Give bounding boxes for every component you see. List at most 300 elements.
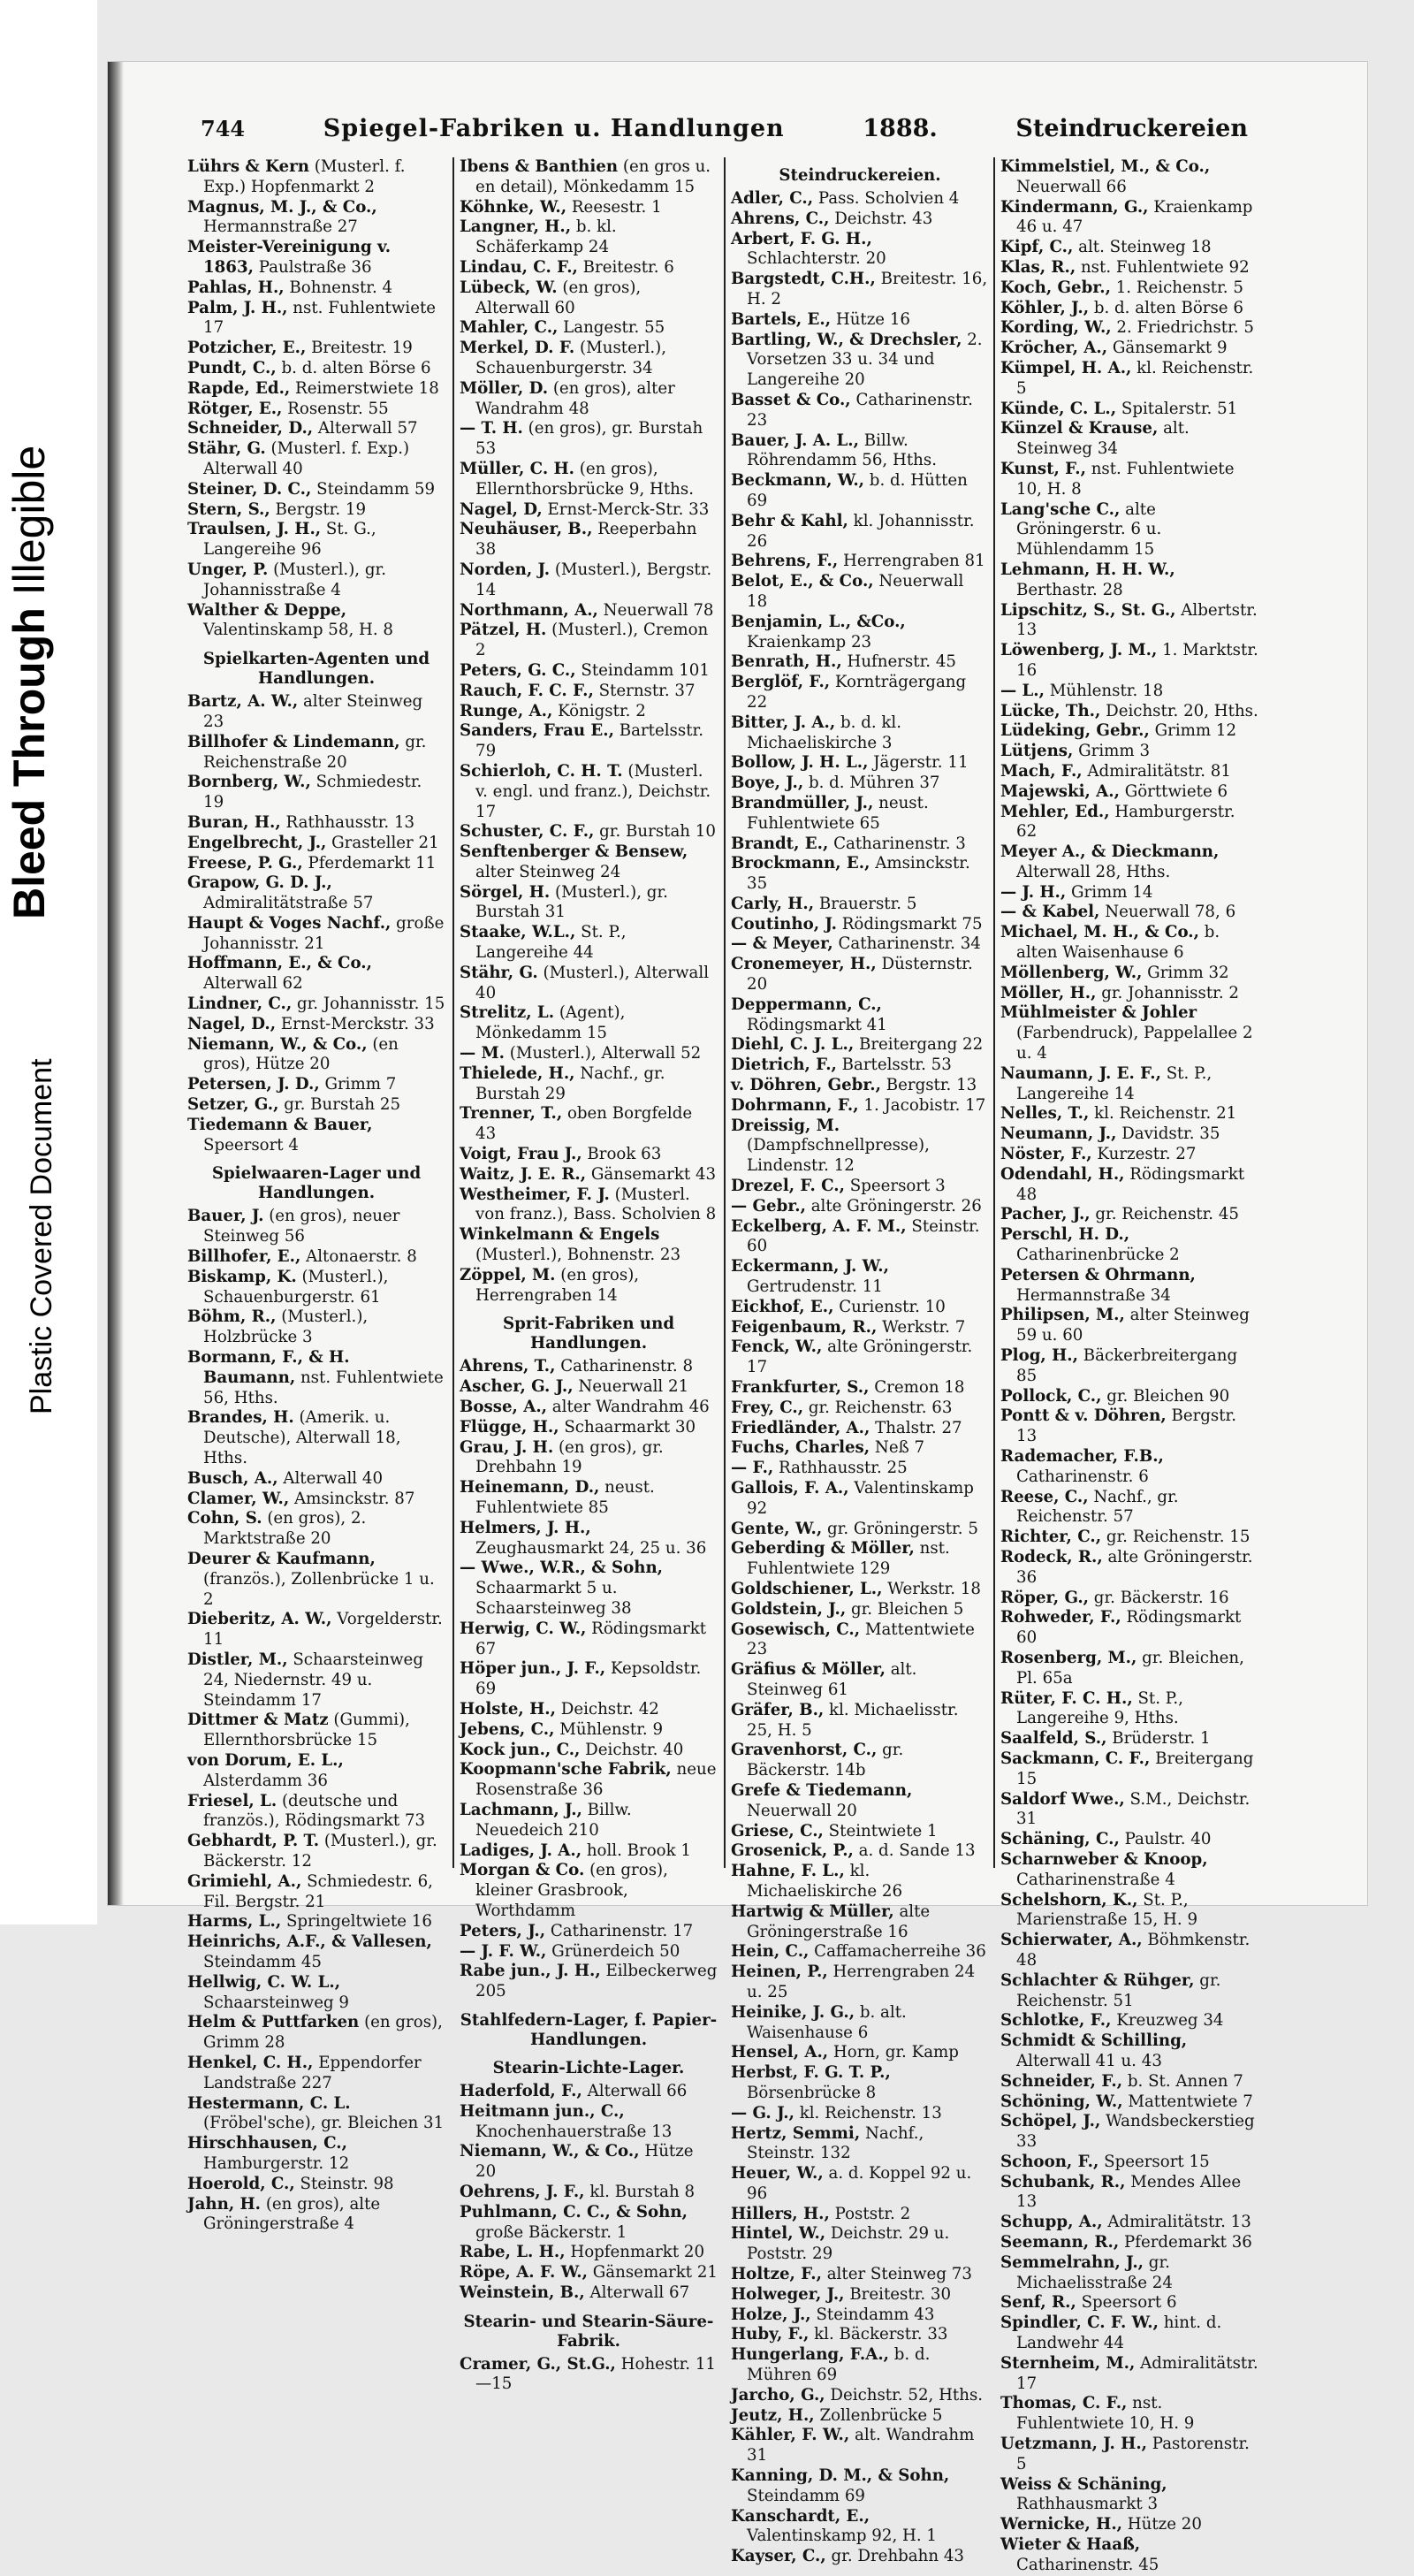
entry-name: Seemann, R., <box>1000 2233 1120 2252</box>
entry-address: gr. Bleichen 90 <box>1101 1386 1230 1406</box>
entry-name: Schmidt & Schilling, <box>1000 2031 1188 2051</box>
entry-address: alter Steinweg 73 <box>821 2265 972 2284</box>
directory-entry <box>1000 682 1258 702</box>
directory-entry <box>187 1408 445 1468</box>
entry-name: — Gebr., <box>731 1196 806 1216</box>
entry-address: Bergstr. 13 <box>880 1076 977 1095</box>
directory-entry <box>460 1559 718 1619</box>
entry-address: Neuerwall 78, 6 <box>1099 903 1236 922</box>
entry-name: Kock jun., C., <box>460 1740 581 1759</box>
directory-entry <box>1000 1387 1258 1407</box>
directory-entry <box>731 471 989 512</box>
entry-address: Catharinenstr. 34 <box>832 934 981 954</box>
entry-name: Dieberitz, A. W., <box>187 1610 332 1629</box>
directory-entry <box>187 299 445 339</box>
entry-address: alte Gröningerstr. 26 <box>805 1196 982 1216</box>
directory-entry <box>1000 984 1258 1004</box>
directory-entry <box>1000 1124 1258 1145</box>
directory-entry <box>731 2124 989 2165</box>
column-2 <box>460 157 718 2394</box>
entry-name: v. Döhren, Gebr., <box>731 1076 881 1095</box>
section-heading: Stearin-Lichte-Lager. <box>492 2058 685 2077</box>
entry-name: Senftenberger & Bensew, <box>460 842 688 862</box>
entry-name: Bormann, F., & H. Baumann, <box>187 1348 350 1387</box>
entry-name: Klas, R., <box>1000 257 1076 277</box>
directory-entry <box>731 270 989 310</box>
entry-name: Sackmann, C. F., <box>1000 1749 1151 1768</box>
entry-address: Catharinenstr. 6 <box>1016 1467 1149 1486</box>
entry-name: Pontt & v. Döhren, <box>1000 1406 1167 1426</box>
directory-entry <box>731 1781 989 1822</box>
directory-entry <box>460 560 718 601</box>
directory-entry <box>731 713 989 754</box>
entry-name: Kröcher, A., <box>1000 339 1108 358</box>
entry-address: Paulstraße 36 <box>253 257 372 277</box>
entry-address: Knochenhauerstraße 13 <box>475 2122 673 2141</box>
entry-name: Dreissig, M. <box>731 1116 840 1135</box>
directory-entry <box>187 480 445 500</box>
directory-entry <box>1000 1729 1258 1749</box>
directory-entry <box>460 661 718 682</box>
entry-name: Holtze, F., <box>731 2265 822 2284</box>
directory-entry <box>1000 1749 1258 1790</box>
entry-address: Gänsemarkt 21 <box>587 2263 718 2283</box>
entry-name: Buran, H., <box>187 812 281 832</box>
directory-entry <box>731 1399 989 1419</box>
entry-name: Hertz, Semmi, <box>731 2123 861 2143</box>
entry-address: Speersort 6 <box>1076 2293 1177 2313</box>
entry-name: Goldstein, J., <box>731 1599 847 1619</box>
columns <box>187 157 1261 2574</box>
directory-entry <box>460 1398 718 1418</box>
entry-address: Deichstr. 52, Hths. <box>825 2385 984 2405</box>
entry-name: Kanschardt, E., <box>731 2506 870 2526</box>
entry-name: Plog, H., <box>1000 1346 1078 1366</box>
entry-address: (Musterl.), Alterwall 52 <box>504 1044 702 1063</box>
directory-entry <box>1000 1891 1258 1932</box>
directory-entry <box>1000 762 1258 782</box>
entry-name: Weinstein, B., <box>460 2283 585 2302</box>
directory-entry <box>460 762 718 822</box>
entry-name: Spindler, C. F. W., <box>1000 2313 1159 2333</box>
directory-entry <box>731 895 989 915</box>
entry-name: Gräfius & Möller, <box>731 1660 886 1680</box>
directory-entry <box>1000 1165 1258 1206</box>
directory-entry <box>731 1620 989 1661</box>
entry-name: Neumann, J., <box>1000 1124 1117 1144</box>
entry-address: Schmiedestr. 19 <box>203 773 422 812</box>
entry-address: 1. Jacobistr. 17 <box>858 1095 986 1115</box>
entry-name: Neuhäuser, B., <box>460 520 593 539</box>
directory-entry <box>731 2063 989 2104</box>
entry-name: Morgan & Co. <box>460 1861 585 1880</box>
entry-address: neue Rosenstraße 36 <box>475 1760 717 1800</box>
entry-name: Bornberg, W., <box>187 773 311 792</box>
directory-entry <box>731 2205 989 2225</box>
entry-address: Billw. Röhrendamm 56, Hths. <box>747 431 937 470</box>
entry-address: (Musterl.), Alterwall 40 <box>475 963 710 1002</box>
entry-address: Alterwall 66 <box>582 2081 688 2100</box>
entry-address: Hütze 20 <box>475 2142 694 2182</box>
directory-entry <box>731 1479 989 1520</box>
directory-entry <box>460 1478 718 1519</box>
directory-entry <box>731 934 989 955</box>
directory-entry <box>460 1700 718 1720</box>
entry-name: Haupt & Voges Nachf., <box>187 913 392 933</box>
entry-name: Frey, C., <box>731 1398 804 1417</box>
entry-address: kl. Bäckerstr. 33 <box>809 2325 948 2344</box>
entry-name: Gallois, F. A., <box>731 1479 849 1498</box>
entry-address: a. d. Sande 13 <box>853 1841 976 1861</box>
directory-entry <box>731 2164 989 2205</box>
entry-address: gr. Reichenstr. 51 <box>1016 1970 1221 2010</box>
directory-entry <box>1000 460 1258 500</box>
directory-entry <box>731 431 989 472</box>
entry-name: Schlotke, F., <box>1000 2011 1112 2031</box>
directory-entry <box>731 230 989 271</box>
directory-entry <box>187 1075 445 1095</box>
entry-name: Böhm, R., <box>187 1307 277 1327</box>
directory-entry <box>460 1145 718 1165</box>
directory-entry <box>1000 1548 1258 1589</box>
entry-address: alt. Steinweg 61 <box>747 1660 917 1699</box>
entry-address: (en gros), gr. Burstah 53 <box>475 419 703 459</box>
directory-entry <box>460 883 718 924</box>
entry-address: St. P., Langereihe 14 <box>1016 1063 1213 1103</box>
directory-entry <box>731 2224 989 2265</box>
entry-name: Bartels, E., <box>731 309 832 329</box>
entry-name: Rabe, L. H., <box>460 2243 566 2262</box>
entry-address: Alterwall 57 <box>313 419 418 438</box>
entry-address: gr. Bäckerstr. 14b <box>747 1741 904 1780</box>
directory-entry <box>731 1862 989 1902</box>
directory-entry <box>731 2386 989 2406</box>
entry-name: Belot, E., & Co., <box>731 572 874 591</box>
directory-entry <box>1000 2535 1258 2576</box>
directory-entry <box>1000 2072 1258 2092</box>
directory-entry <box>731 1438 989 1459</box>
entry-address: Berthastr. 28 <box>1016 580 1123 599</box>
entry-address: Springeltwiete 16 <box>281 1912 432 1932</box>
entry-address: (Musterl. f. Exp.) Hopfenmarkt 2 <box>203 157 406 196</box>
directory-entry <box>460 1659 718 1700</box>
entry-address: Hütze 16 <box>831 309 910 329</box>
entry-name: Saldorf Wwe., <box>1000 1789 1125 1809</box>
entry-address: Grimm 7 <box>319 1075 397 1094</box>
directory-entry <box>731 854 989 895</box>
entry-address: kl. Johannisstr. 26 <box>747 511 975 551</box>
entry-address: Cremon 18 <box>869 1378 965 1398</box>
directory-entry <box>731 1902 989 1943</box>
entry-name: Odendahl, H., <box>1000 1164 1125 1184</box>
directory-entry <box>1000 2233 1258 2253</box>
entry-address: kl. Reichenstr. 13 <box>794 2103 942 2123</box>
entry-address: Brüderstr. 1 <box>1106 1729 1211 1749</box>
entry-name: Gebhardt, P. T. <box>187 1832 320 1851</box>
directory-entry <box>1000 1971 1258 2012</box>
directory-entry <box>187 2013 445 2054</box>
entry-name: Meister-Vereinigung v. 1863, <box>187 238 392 277</box>
entry-address: b. d. alten Börse 6 <box>276 358 431 377</box>
entry-address: (Musterl.), Bohnenstr. 23 <box>475 1246 681 1265</box>
entry-name: Herbst, F. G. T. P., <box>731 2063 891 2083</box>
directory-entry <box>731 2285 989 2305</box>
entry-name: Schäning, C., <box>1000 1830 1120 1849</box>
entry-name: — L., <box>1000 681 1045 700</box>
entry-address: Nachf., gr. Burstah 29 <box>475 1063 665 1103</box>
directory-entry <box>731 2325 989 2345</box>
entry-address: alter Steinweg 59 u. 60 <box>1016 1306 1250 1345</box>
directory-entry <box>187 198 445 239</box>
entry-address: 2. Friedrichstr. 5 <box>1111 318 1254 338</box>
entry-name: Fenck, W., <box>731 1338 823 1357</box>
directory-entry <box>731 1056 989 1076</box>
entry-name: Coutinho, J. <box>731 914 837 934</box>
column-rule <box>993 157 995 1868</box>
entry-address: Bergstr. 19 <box>270 499 367 519</box>
entry-address: Breitergang 15 <box>1016 1749 1254 1788</box>
entry-name: — & Kabel, <box>1000 903 1100 922</box>
directory-entry <box>187 914 445 955</box>
entry-address: Bohnenstr. 4 <box>284 278 393 297</box>
entry-name: Kayser, C., <box>731 2547 826 2566</box>
entry-address: Schaarsteinweg 9 <box>203 1993 350 2012</box>
entry-address: Kepsoldstr. 69 <box>475 1659 702 1699</box>
entry-name: — J. F. W., <box>460 1941 547 1961</box>
directory-entry <box>187 1015 445 1035</box>
directory-entry <box>1000 1266 1258 1307</box>
directory-entry <box>187 1348 445 1408</box>
entry-address: Deichstr. 40 <box>580 1740 684 1759</box>
entry-name: Rabe jun., J. H., <box>460 1962 601 1981</box>
entry-name: Nagel, D, <box>460 499 543 519</box>
directory-entry <box>731 512 989 553</box>
entry-address: gr. Reichenstr. 63 <box>803 1398 953 1417</box>
entry-name: Lüdeking, Gebr., <box>1000 721 1150 741</box>
directory-entry <box>1000 198 1258 239</box>
directory-entry <box>187 1307 445 1348</box>
entry-address: oben Borgfelde 43 <box>475 1104 693 1144</box>
entry-name: Schierloh, C. H. T. <box>460 761 623 781</box>
directory-entry <box>187 1650 445 1711</box>
directory-entry <box>460 1801 718 1841</box>
entry-address: (en gros), neuer Steinweg 56 <box>203 1207 400 1246</box>
entry-address: 1. Marktstr. 16 <box>1016 641 1258 680</box>
directory-entry <box>187 1268 445 1308</box>
entry-name: Meyer A., & Dieckmann, <box>1000 842 1220 862</box>
entry-address: b. d. Hütten 69 <box>747 471 968 510</box>
directory-entry <box>731 2104 989 2124</box>
entry-address: Thalstr. 27 <box>870 1418 962 1437</box>
directory-entry <box>731 1841 989 1862</box>
entry-address: (Gummi), Ellernthorsbrücke 15 <box>203 1711 410 1750</box>
entry-address: Vorgelderstr. 11 <box>203 1610 443 1650</box>
entry-address: neust. Fuhlentwiete 85 <box>475 1478 655 1517</box>
entry-name: Saalfeld, S., <box>1000 1729 1107 1749</box>
entry-address: Herrengraben 81 <box>838 552 985 571</box>
entry-name: Cohn, S. <box>187 1509 262 1528</box>
directory-entry <box>460 842 718 883</box>
directory-entry <box>187 1207 445 1247</box>
entry-address: kl. Reichenstr. 5 <box>1016 358 1254 398</box>
entry-name: Schuster, C. F., <box>460 822 595 842</box>
entry-name: Frankfurter, S., <box>731 1378 870 1398</box>
entry-address: Reimerstwiete 18 <box>290 378 439 398</box>
entry-name: Uetzmann, J. H., <box>1000 2435 1148 2454</box>
directory-entry <box>1000 923 1258 964</box>
entry-name: Palm, J. H., <box>187 298 288 317</box>
directory-entry <box>731 1520 989 1540</box>
entry-address: Alterwall 62 <box>203 974 303 994</box>
entry-name: Röper, G., <box>1000 1588 1090 1607</box>
entry-name: Bollow, J. H. L., <box>731 753 869 773</box>
entry-address: nst. Fuhlentwiete 129 <box>747 1539 950 1579</box>
entry-name: Hintel, W., <box>731 2224 826 2244</box>
entry-name: Grimiehl, A., <box>187 1871 302 1891</box>
entry-address: alt. Wandrahm 31 <box>747 2426 975 2465</box>
directory-entry <box>1000 2112 1258 2153</box>
directory-entry <box>1000 1406 1258 1447</box>
entry-address: Rödingsmarkt 67 <box>475 1619 707 1658</box>
directory-entry <box>187 2195 445 2236</box>
entry-name: Koch, Gebr., <box>1000 278 1111 297</box>
directory-entry <box>1000 1145 1258 1165</box>
entry-name: Bartz, A. W., <box>187 692 299 712</box>
entry-name: Rüter, F. C. H., <box>1000 1688 1133 1708</box>
entry-name: Löwenberg, J. M., <box>1000 641 1158 660</box>
entry-address: Admiralitätstr. 81 <box>1082 761 1231 781</box>
entry-name: Runge, A., <box>460 701 553 720</box>
entry-address: (en gros u. en detail), Mönkedamm 15 <box>475 157 711 196</box>
entry-address: Admiralitätstraße 57 <box>203 894 374 913</box>
entry-name: Kunst, F., <box>1000 459 1086 478</box>
entry-name: Mühlmeister & Johler <box>1000 1003 1197 1023</box>
entry-name: Brandt, E., <box>731 834 829 853</box>
column-4 <box>1000 157 1258 2574</box>
directory-entry <box>187 954 445 995</box>
entry-name: — F., <box>731 1459 774 1478</box>
entry-name: Kording, W., <box>1000 318 1112 338</box>
entry-name: Bauer, J. <box>187 1207 264 1226</box>
entry-address: Wandsbeckerstieg 33 <box>1016 2112 1255 2152</box>
entry-name: Engelbrecht, J., <box>187 833 327 852</box>
entry-name: Grosenick, P., <box>731 1841 854 1861</box>
entry-name: Friesel, L. <box>187 1791 277 1810</box>
directory-entry <box>1000 742 1258 762</box>
entry-name: Brandes, H. <box>187 1408 294 1428</box>
directory-entry <box>460 318 718 339</box>
entry-name: Cronemeyer, H., <box>731 955 877 974</box>
entry-address: gr. Burstah 10 <box>594 822 716 842</box>
entry-address: Speersort 4 <box>203 1135 299 1155</box>
entry-address: neust. Fuhlentwiete 65 <box>747 793 929 833</box>
entry-name: Möllenberg, W., <box>1000 963 1143 982</box>
directory-entry <box>731 1600 989 1620</box>
entry-name: Wieter & Haaß, <box>1000 2535 1141 2555</box>
directory-entry <box>731 995 989 1036</box>
entry-address: (en gros), 2. Marktstraße 20 <box>203 1509 367 1549</box>
entry-address: (en gros), Ellernthorsbrücke 9, Hths. <box>475 459 695 499</box>
running-title: Spiegel-Fabriken u. Handlungen <box>323 115 785 142</box>
entry-name: Mach, F., <box>1000 761 1083 781</box>
entry-name: Diehl, C. J. L., <box>731 1035 855 1055</box>
entry-name: Lindner, C., <box>187 995 293 1014</box>
entry-name: Freese, P. G., <box>187 853 303 873</box>
entry-name: Helmers, J. H., <box>460 1518 591 1537</box>
entry-address: große Bäckerstr. 1 <box>475 2222 627 2242</box>
entry-address: kl. Burstah 8 <box>584 2182 696 2201</box>
entry-name: Norden, J. <box>460 560 551 579</box>
entry-address: Rödingsmarkt 75 <box>836 914 983 934</box>
directory-entry <box>1000 2092 1258 2113</box>
entry-name: Hungerlang, F.A., <box>731 2345 889 2365</box>
directory-entry <box>1000 2293 1258 2313</box>
entry-address: (en gros), Hütze 20 <box>203 1034 399 1074</box>
entry-name: Senf, R., <box>1000 2293 1076 2313</box>
entry-name: Busch, A., <box>187 1468 278 1488</box>
directory-entry <box>460 1357 718 1377</box>
entry-name: — & Meyer, <box>731 934 833 954</box>
entry-name: Dietrich, F., <box>731 1056 837 1075</box>
entry-address: Hütze 20 <box>1122 2515 1202 2534</box>
entry-name: Jahn, H. <box>187 2194 262 2214</box>
entry-address: Bäckerbreitergang 85 <box>1016 1346 1238 1385</box>
entry-address: Jägerstr. 11 <box>868 753 969 773</box>
directory-entry <box>187 1711 445 1751</box>
entry-name: Henkel, C. H., <box>187 2053 314 2072</box>
directory-entry <box>460 702 718 722</box>
entry-address: Altonaerstr. 8 <box>300 1247 417 1267</box>
directory-entry <box>187 560 445 601</box>
entry-address: Poststr. 2 <box>829 2204 911 2223</box>
entry-name: Winkelmann & Engels <box>460 1225 660 1245</box>
entry-address: Ernst-Merck-Str. 33 <box>542 499 710 519</box>
entry-address: Grimm 12 <box>1149 721 1237 741</box>
column-3 <box>731 157 989 2566</box>
entry-name: Deurer & Kaufmann, <box>187 1550 376 1568</box>
directory-entry <box>1000 2031 1258 2072</box>
entry-address: Schaarmarkt 30 <box>559 1417 696 1437</box>
entry-name: Hellwig, C. W. L., <box>187 1972 341 1992</box>
entry-name: Arbert, F. G. H., <box>731 229 872 248</box>
directory-entry <box>731 552 989 572</box>
directory-entry <box>1000 2435 1258 2475</box>
entry-address: b. alt. Waisenhause 6 <box>747 2002 907 2042</box>
entry-name: Schelshorn, K., <box>1000 1890 1138 1909</box>
directory-entry <box>187 854 445 874</box>
entry-name: Bauer, J. A. L., <box>731 431 859 450</box>
entry-address: alt. Steinweg 34 <box>1016 419 1190 459</box>
directory-entry <box>187 1792 445 1833</box>
entry-address: gr. Drehbahn 43 <box>825 2547 964 2566</box>
entry-address: Neuerwall 66 <box>1016 177 1127 196</box>
directory-entry <box>731 2547 989 2567</box>
entry-name: Herwig, C. W., <box>460 1619 587 1638</box>
entry-name: Ascher, G. J., <box>460 1377 574 1397</box>
directory-entry <box>187 1751 445 1792</box>
directory-entry <box>731 1035 989 1056</box>
directory-entry <box>460 2283 718 2304</box>
entry-address: Neuerwall 18 <box>747 572 964 611</box>
entry-address: St. P., Langereihe 44 <box>475 923 627 963</box>
entry-name: Eckelberg, A. F. M., <box>731 1216 907 1236</box>
entry-address: Rathhausmarkt 3 <box>1016 2495 1159 2514</box>
directory-entry <box>731 1298 989 1318</box>
entry-name: Hartwig & Müller, <box>731 1902 894 1921</box>
entry-name: Schlachter & Rühger, <box>1000 1970 1195 1990</box>
entry-name: — G. J., <box>731 2103 794 2123</box>
directory-entry <box>1000 1931 1258 1971</box>
